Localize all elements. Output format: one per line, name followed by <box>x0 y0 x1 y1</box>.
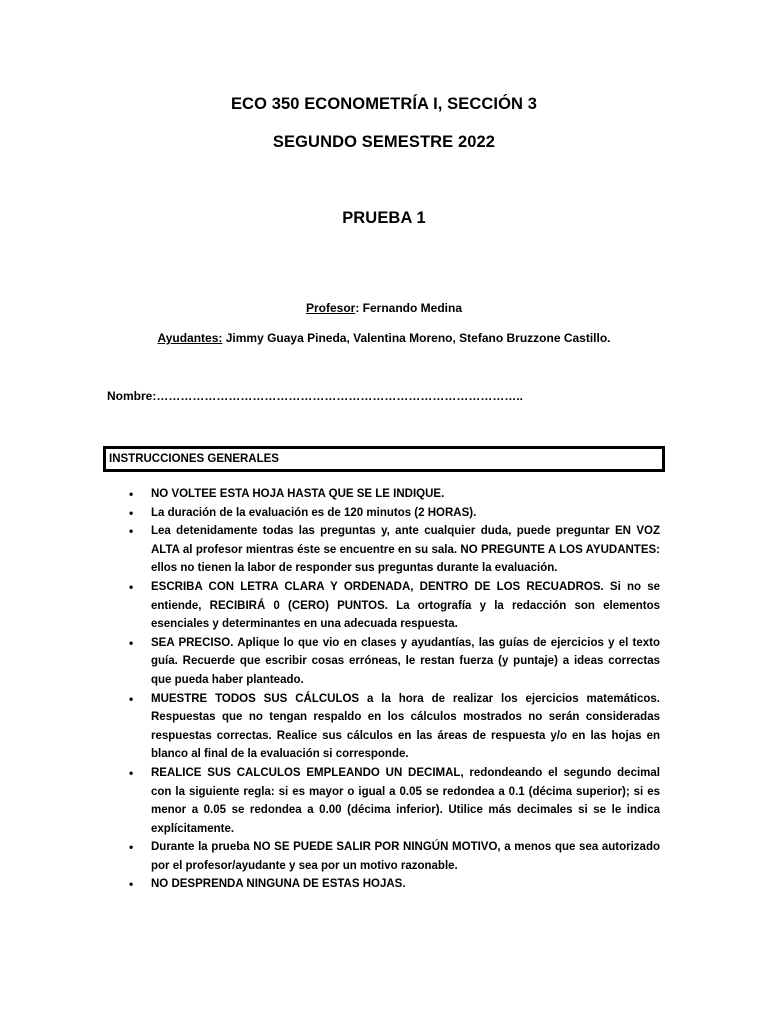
instruction-text: Lea detenidamente todas las preguntas y, ante cualquier duda, puede preguntar EN VOZ ALTA al profesor mientras éste se encuentre en su sala. NO PREGUNTE A LOS AYUDANTES: ellos no tienen la labor de responder sus preguntas durante la evaluación. <box>151 525 660 575</box>
instruction-text: ESCRIBA CON LETRA CLARA Y ORDENADA, DENTRO DE LOS RECUADROS. Si no se entiende, RECIBIRÁ 0 (CERO) PUNTOS. La ortografía y la redacción son elementos esenciales y determinantes en una adecuada respuesta. <box>151 580 660 631</box>
exam-title: PRUEBA 1 <box>342 209 426 227</box>
semester-title: SEGUNDO SEMESTRE 2022 <box>272 133 496 151</box>
bullet-icon: • <box>129 765 134 780</box>
instructions-heading: INSTRUCCIONES GENERALES <box>103 446 665 472</box>
list-item <box>107 838 660 875</box>
bullet-icon: • <box>129 579 134 594</box>
bullet-icon: • <box>129 524 134 539</box>
instruction-text: NO DESPRENDA NINGUNA DE ESTAS HOJAS. <box>151 878 406 891</box>
bullet-icon: • <box>129 877 134 892</box>
list-item <box>107 485 660 504</box>
course-title: ECO 350 ECONOMETRÍA I, SECCIÓN 3 <box>230 95 538 113</box>
bullet-icon: • <box>129 635 134 650</box>
instruction-text: REALICE SUS CALCULOS EMPLEANDO UN DECIMAL, redondeando el segundo decimal con la siguiente regla: si es mayor o igual a 0.05 se redondea a 0.1 (décima superior); si es menor a 0.05 se redondea a 0.00 (décima inferior). Utilice más decimales si se le indica explícitamente. <box>151 766 660 835</box>
list-item <box>107 875 660 894</box>
list-item <box>107 522 660 578</box>
professor-name: : Fernando Medina <box>355 301 463 315</box>
list-item <box>107 690 660 764</box>
bullet-icon: • <box>129 691 134 706</box>
list-item <box>107 634 660 690</box>
name-field[interactable]: Nombre:……………………………………………………………………………….. <box>107 389 524 403</box>
instruction-text: NO VOLTEE ESTA HOJA HASTA QUE SE LE INDIQUE. <box>151 488 445 500</box>
instruction-text: MUESTRE TODOS SUS CÁLCULOS a la hora de realizar los ejercicios matemáticos. Respuestas que no tengan respaldo en los cálculos mostrados no serán consideradas respuestas correctas. Realice sus cálculos en las áreas de respuesta y/o en las hojas en blanco al final de la evaluación si corresponde. <box>151 692 660 761</box>
bullet-icon: • <box>129 840 134 855</box>
instruction-text: SEA PRECISO. Aplique lo que vio en clases y ayudantías, las guías de ejercicios y el texto guía. Recuerde que escribir cosas erróneas, le restan fuerza (y puntaje) a ideas correctas que pueda haber planteado. <box>151 636 660 686</box>
professor-line <box>0 301 768 315</box>
assistants-label: Ayudantes: <box>157 331 223 345</box>
bullet-icon: • <box>129 487 134 501</box>
professor-label: Profesor <box>305 301 356 315</box>
assistants-line <box>0 331 768 345</box>
instruction-text: La duración de la evaluación es de 120 minutos (2 HORAS). <box>151 506 477 519</box>
instruction-text: Durante la prueba NO SE PUEDE SALIR POR NINGÚN MOTIVO, a menos que sea autorizado por el profesor/ayudante y sea por un motivo razonable. <box>151 841 660 872</box>
bullet-icon: • <box>129 505 134 520</box>
instructions-list <box>107 485 660 894</box>
list-item <box>107 504 660 523</box>
assistants-names: Jimmy Guaya Pineda, Valentina Moreno, Stefano Bruzzone Castillo. <box>222 331 611 345</box>
list-item <box>107 578 660 634</box>
list-item <box>107 764 660 838</box>
